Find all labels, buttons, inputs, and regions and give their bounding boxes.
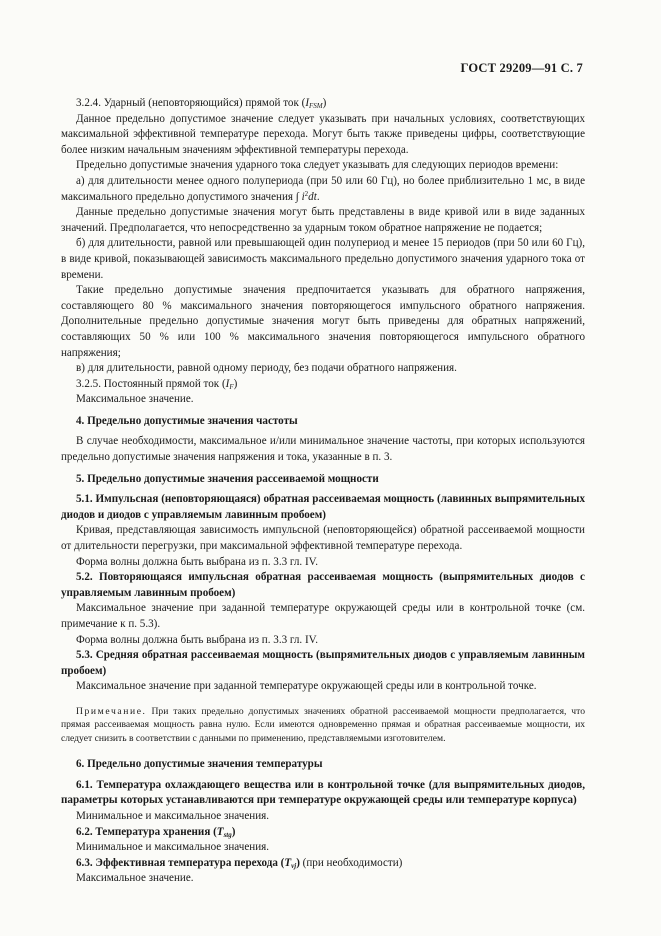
paragraph: Такие предельно допустимые значения предпочитается указывать для обратного напряжения, составляющего 80 % максимального значения повторяющегося импульсного обратного напряжения. Дополнительные предельно допустимые значения могут быть приведены для обратных напряжений, составляющих 50 % или 100 % максимального значения повторяющегося импульсного обратного напряжения; [61,284,585,359]
clause-6-1-heading: 6.1. Температура охлаждающего вещества или в контрольной точке (для выпрямительных диодов, параметры которых устанавливаются при температуре окружающей среды или температуре корпуса) [61,778,585,807]
page-header: ГОСТ 29209—91 С. 7 [460,61,583,75]
paragraph: Данные предельно допустимые значения могут быть представлены в виде кривой или в виде заданных значений. Предполагается, что непосредственно за ударным током обратное напряжение не подается; [61,206,585,234]
paragraph: Форма волны должна быть выбрана из п. 3.3 гл. IV. [76,633,319,646]
section-4-heading: 4. Предельно допустимые значения частоты [76,414,298,427]
paragraph: Кривая, представляющая зависимость импульсной (неповторяющейся) обратной рассеиваемой мощности от длительности перегрузки, при максимальной эффективной температуре перехода. [61,524,585,553]
paragraph: В случае необходимости, максимальное и/или минимальное значение частоты, при которых используются предельно допустимые значения напряжения и тока, указанные в п. 3. [61,435,585,464]
clause-5-1-heading: 5.1. Импульсная (неповторяющаяся) обратная рассеиваемая мощность (лавинных выпрямительных диодов и диодов с управляемым лавинным пробоем) [61,493,585,521]
section-5-heading: 5. Предельно допустимые значения рассеиваемой мощности [76,472,379,485]
paragraph: Максимальное значение при заданной температуре окружающей среды или в контрольной точке. [76,680,537,693]
paragraph: Форма волны должна быть выбрана из п. 3.3 гл. IV. [76,555,319,568]
clause-6-2-heading: 6.2. Температура хранения $(T_{stg})$ [76,825,236,839]
list-item-c: в) для длительности, равной одному периоду, без подачи обратного напряжения. [76,362,457,375]
note-label: Примечание. [76,705,147,717]
list-item-a: а) для длительности менее одного полупериода (при 50 или 60 Гц), но более приблизительно 1 мс, в виде максимального предельно допустимого значения ∫ $i^2dt$. [61,174,585,203]
paragraph: Максимальное значение при заданной температуре окружающей среды или в контрольной точке (см. примечание к п. 5.3). [61,602,585,630]
note-text: При таких предельно допустимых значениях обратной рассеиваемой мощности предполагается, что прямая рассеиваемая мощность равна нулю. Если имеются одновременно прямая и обратная рассеиваемые мощности, их следует снизить в соответствии с данными по применению, представляемыми изготовителем. [61,705,585,744]
paragraph: Предельно допустимые значения ударного тока следует указывать для следующих периодов времени: [76,159,559,172]
paragraph: Данное предельно допустимое значение следует указывать при начальных условиях, соответствующих максимальной эффективной температуре перехода. Могут быть также приведены цифры, соответствующие более низким начальным значениям эффективной температуры перехода. [61,112,585,156]
paragraph: Максимальное значение. [76,393,194,406]
paragraph: Минимальное и максимальное значения. [76,809,270,822]
note [61,705,585,745]
clause-3-2-5-heading: 3.2.5. Постоянный прямой ток $(I_F)$ [76,377,238,391]
clause-5-3-heading: 5.3. Средняя обратная рассеиваемая мощность (выпрямительных диодов с управляемым лавинным пробоем) [61,649,585,677]
clause-3-2-4-heading: 3.2.4. Ударный (неповторяющийся) прямой ток $(I_{FSM})$ [76,97,327,110]
paragraph: Минимальное и максимальное значения. [76,841,270,854]
page-body [61,96,585,887]
clause-5-2-heading: 5.2. Повторяющаяся импульсная обратная рассеиваемая мощность (выпрямительных диодов с управляемым лавинным пробоем) [61,571,585,599]
clause-6-3-heading: 6.3. Эффективная температура перехода $(T_{vj})$ (при необходимости) [76,856,403,870]
section-6-heading: 6. Предельно допустимые значения температуры [76,758,323,771]
list-item-b: б) для длительности, равной или превышающей один полупериод и менее 15 периодов (при 50 или 60 Гц), в виде кривой, показывающей зависимость максимального предельно допустимого значения ударного тока от времени. [61,237,585,281]
paragraph: Максимальное значение. [76,872,194,885]
